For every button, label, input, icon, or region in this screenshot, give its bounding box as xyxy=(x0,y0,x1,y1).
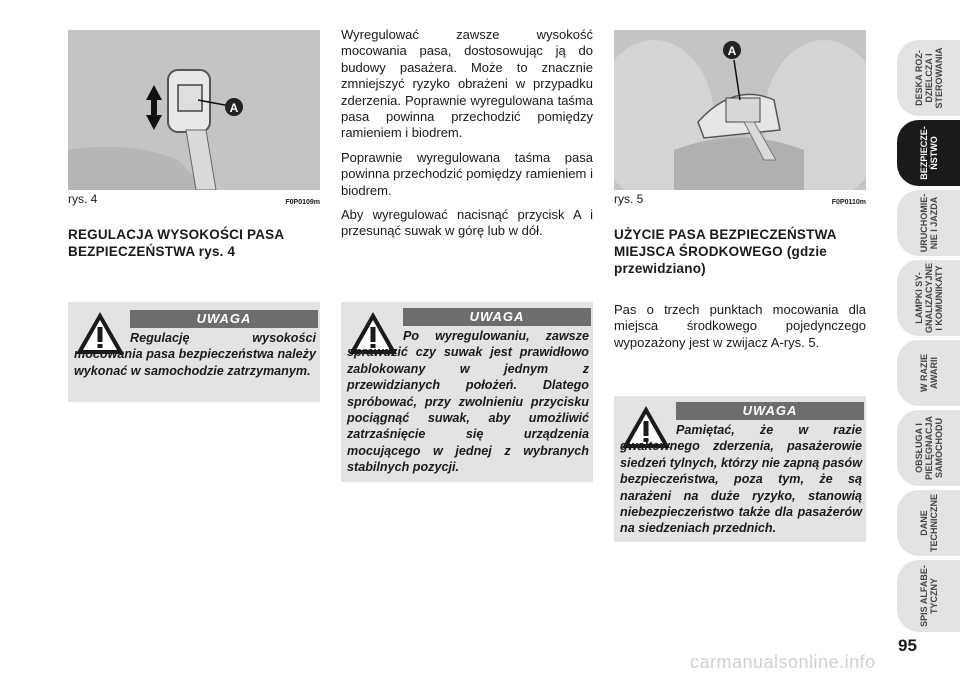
tab-obsluga[interactable]: OBSŁUGA I PIELĘGNACJA SAMOCHODU xyxy=(897,410,960,486)
figure-5-marker: A xyxy=(727,44,737,58)
warning-box-right xyxy=(614,396,866,542)
tab-deska-rozdzielcza[interactable]: DESKA ROZ-DZIELCZA I STEROWANIA xyxy=(897,40,960,116)
right-paragraph: Pas o trzech punktach mocowania dla miejsca środkowego pojedynczego wypozażony jest w zwijacz A-rys. 5. xyxy=(614,302,866,350)
warning-text-left: Regulację wysokości mocowania pasa bezpieczeństwa należy wykonać w samochodzie zatrzymanym. xyxy=(74,331,316,378)
figure-5-image xyxy=(614,30,866,190)
tab-uruchomienie[interactable]: URUCHOMIE-NIE I JAZDA xyxy=(897,190,960,256)
tab-w-razie-awarii[interactable]: W RAZIE AWARII xyxy=(897,340,960,406)
warning-label-right: UWAGA xyxy=(676,402,864,420)
middle-text-block xyxy=(341,27,593,248)
warning-text-right: Pamiętać, że w razie gwałtownego zderzenia, pasażerowie siedzeń tylnych, którzy nie zapną pasów bezpieczeństwa, poza tym, że są narażeni na duże ryzyko, stanowią niebezpieczeństwo także dla pasażerów na siedzeniach przednich. xyxy=(620,423,862,536)
figure-5-caption-row xyxy=(614,190,866,206)
figure-5-caption: rys. 5 xyxy=(614,192,644,206)
figure-4-marker: A xyxy=(229,101,239,115)
middle-paragraph: Aby wyregulować nacisnąć przycisk A i przesunąć suwak w górę lub w dół. xyxy=(341,207,593,239)
figure-5-code: F0P0110m xyxy=(831,199,866,206)
middle-paragraph: Wyregulować zawsze wysokość mocowania pasa, dostosowując ją do budowy pasażera. Może to znacznie zmniejszyć ryzyko obrażeni w przypadku zderzenia. Poprawnie wyregulowana taśma pasa powinna przechodzić pomiędzy ramieniem i biodrem. xyxy=(341,27,593,141)
warning-label-middle: UWAGA xyxy=(403,308,591,326)
tab-lampki[interactable]: LAMPKI SY-GNALIZACYJNE I KOMUNIKATY xyxy=(897,260,960,336)
figure-4-caption-row xyxy=(68,190,320,206)
figure-4-image xyxy=(68,30,320,190)
section-heading-middle-seat-belt: UŻYCIE PASA BEZPIECZEŃSTWA MIEJSCA ŚRODKOWEGO (gdzie przewidziano) xyxy=(614,227,837,276)
warning-box-middle xyxy=(341,302,593,482)
tab-dane-techniczne[interactable]: DANE TECHNICZNE xyxy=(897,490,960,556)
warning-label-left: UWAGA xyxy=(130,310,318,328)
watermark: carmanualsonline.info xyxy=(690,652,876,672)
page-number: 95 xyxy=(898,636,917,655)
figure-4-code: F0P0109m xyxy=(285,199,320,206)
tab-bezpieczenstwo[interactable]: BEZPIECZE-ŃSTWO xyxy=(897,120,960,186)
figure-4-caption: rys. 4 xyxy=(68,192,98,206)
warning-box-left xyxy=(68,302,320,402)
tab-spis-alfabetyczny[interactable]: SPIS ALFABE-TYCZNY xyxy=(897,560,960,632)
warning-text-middle: Po wyregulowaniu, zawsze sprawdzić czy suwak jest prawidłowo zablokowany w jednym z przewidzianych położeń. Dlatego spróbować, przy zwolnieniu przycisku pociągnąć suwak, aby umożliwić zatrzaśnięcie się urządzenia mocującego w jednej z wybranych stabilnych pozycji. xyxy=(347,329,589,475)
middle-paragraph: Poprawnie wyregulowana taśma pasa powinna przechodzić pomiędzy ramieniem i biodrem. xyxy=(341,149,593,198)
section-heading-belt-height: REGULACJA WYSOKOŚCI PASA BEZPIECZEŃSTWA rys. 4 xyxy=(68,227,284,259)
